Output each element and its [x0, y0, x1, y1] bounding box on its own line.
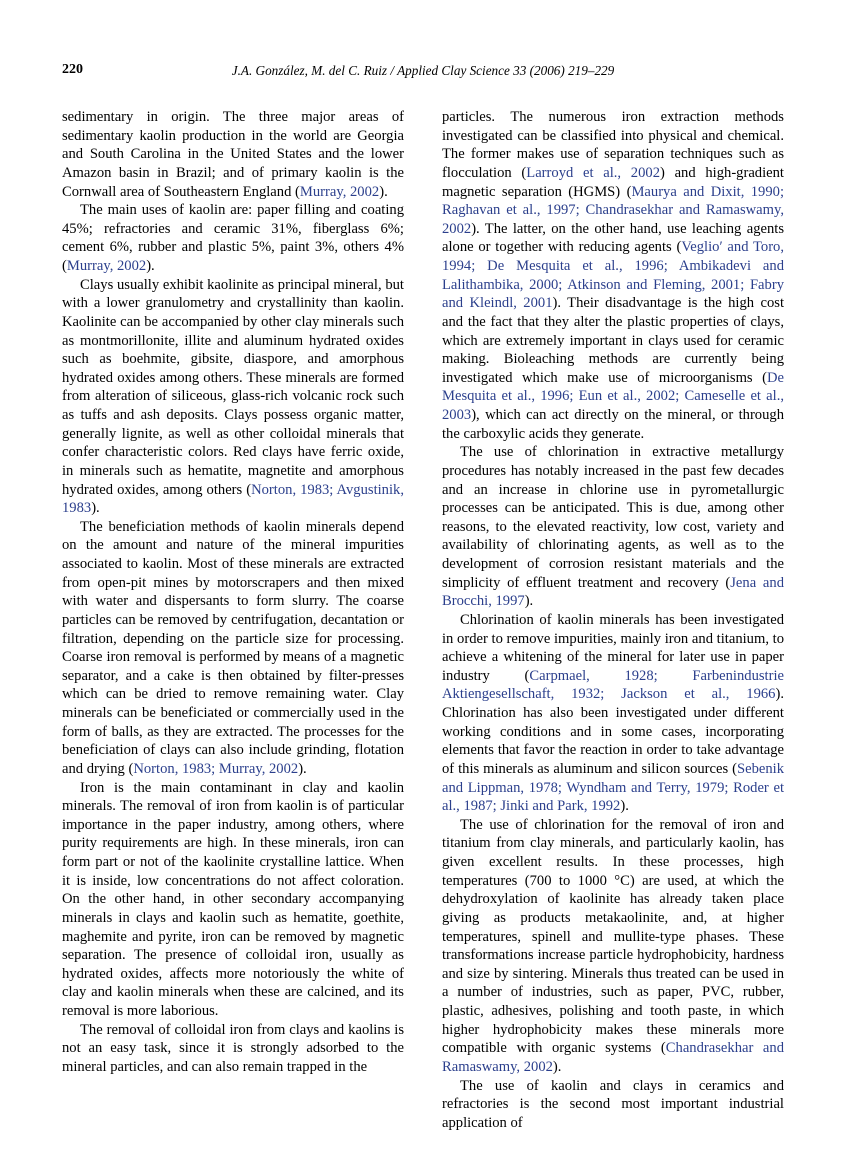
text-run: The removal of colloidal iron from clays and kaolins is not an easy task, since it is strongly adsorbed to the mineral particles, and can also remain trapped in the: [62, 1021, 404, 1075]
citation-link[interactable]: Sebenik and Lippman, 1978; Wyndham and Terry, 1979; Roder et al., 1987; Jinki and Park, 1992: [442, 760, 784, 815]
text-run: Chlorination of kaolin minerals has been investigated in order to remove impurities, mainly iron and titanium, to achieve a whitening of the mineral for later use in paper industry (: [442, 611, 784, 684]
citation-link[interactable]: Chandrasekhar and Ramaswamy, 2002: [442, 1040, 785, 1075]
body-columns: [62, 108, 785, 1131]
paragraph: [442, 1077, 784, 1133]
paragraph: [62, 276, 404, 518]
citation-link[interactable]: Maurya and Dixit, 1990; Raghavan et al., 1997; Chandrasekhar and Ramaswamy, 2002: [442, 183, 785, 237]
paragraph: [442, 443, 784, 611]
paragraph: [62, 779, 404, 1021]
text-run: The beneficiation methods of kaolin minerals depend on the amount and nature of the mineral impurities associated to kaolin. Most of these minerals are extracted from open-pit mines by motorscrapers and then mixed with water and dispersants to form slurry. The coarse particles can be removed by centrifugation, decantation or filtration, depending on the particle size for processing. Coarse iron removal is performed by means of a magnetic separator, and a cake is then obtained by filter-presses which can be dried to remove remaining water. Clay minerals can be beneficiated or commercially used in the form of balls, as they are extracted. The processes for the beneficiation of clays can also include grinding, flotation and drying (: [62, 518, 404, 777]
text-run: ). The latter, on the other hand, use leaching agents alone or together with reducing agents (: [442, 220, 784, 256]
citation-link[interactable]: Murray, 2002: [299, 183, 380, 200]
text-run: ) and high-gradient magnetic separation (HGMS) (: [442, 164, 784, 200]
text-run: ).: [552, 1058, 562, 1075]
citation-link[interactable]: Jena and Brocchi, 1997: [442, 574, 784, 610]
citation-link[interactable]: Norton, 1983; Avgustinik, 1983: [62, 481, 404, 517]
citation-link[interactable]: De Mesquita et al., 1996; Eun et al., 2002; Cameselle et al., 2003: [442, 369, 784, 423]
text-run: ).: [524, 593, 534, 610]
citation-link[interactable]: Larroyd et al., 2002: [526, 164, 660, 181]
text-run: The use of kaolin and clays in ceramics and refractories is the second most important industrial application of: [442, 1077, 784, 1131]
text-run: ).: [91, 500, 100, 517]
text-run: ).: [620, 798, 629, 815]
paragraph: [62, 108, 404, 201]
paragraph: [62, 201, 404, 276]
text-run: The main uses of kaolin are: paper filling and coating 45%; refractories and ceramic 31%, fiberglass 6%; cement 6%, rubber and plastic 5%, paint 3%, others 4% (: [62, 202, 404, 274]
citation-link[interactable]: Norton, 1983; Murray, 2002: [133, 760, 299, 777]
paragraph: [442, 611, 784, 816]
text-run: Clays usually exhibit kaolinite as principal mineral, but with a lower granulometry and crystallinity than kaolin. Kaolinite can be accompanied by other clay minerals such as montmorillonite, illite and aluminum hydrated oxides such as boehmite, gibsite, diaspore, and amorphous hydrated oxides among others. These minerals are formed from alteration of siliceous, glass-rich volcanic rock such as tuffs and ash deposits. Clays possess organic matter, generally lignite, as well as other colloidal minerals that confer characteristic colors. Red clays have ferric oxide, in minerals such as hematite, magnetite and amorphous hydrated oxides, among others (: [62, 276, 404, 498]
page-number: 220: [62, 62, 83, 77]
right-column: [442, 108, 785, 1131]
paragraph: [62, 1021, 404, 1077]
paragraph: [442, 816, 784, 1077]
text-run: ).: [298, 760, 307, 777]
text-run: The use of chlorination in extractive metallurgy procedures has notably increased in the past few decades and an increase in chlorine use in pyrometallurgic processes can be anticipated. This is due, among other reasons, to the elevated reactivity, low cost, variety and availability of chlorinating agents, as well as to the development of corrosion resistant materials and the simplicity of effluent treatment and recovery (: [442, 444, 784, 591]
text-run: ), which can act directly on the mineral, or through the carboxylic acids they generate.: [442, 407, 784, 442]
text-run: The use of chlorination for the removal of iron and titanium from clay minerals, and particularly kaolin, has given excellent results. In these processes, high temperatures (700 to 1000 °C) are used, at which the dehydroxylation of kaolinite has already taken place giving as products metakaolinite, and, at higher temperatures, spinell and mullite-type phases. These transformations increase particle hydrophobicity, hardness and size by sintering. Minerals thus treated can be used in a number of industries, such as paper, PVC, rubber, plastic, adhesives, polishing and tooth paste, in which higher hydrophobicity makes these minerals more compatible with organic systems (: [442, 816, 784, 1057]
running-head: J.A. González, M. del C. Ruiz / Applied Clay Science 33 (2006) 219–229: [231, 63, 615, 78]
text-run: ). Chlorination has also been investigated under different working conditions and in some cases, incorporating elements that favor the reaction in order to take advantage of this minerals as aluminum and silicon sources (: [442, 686, 784, 777]
text-run: ).: [379, 183, 388, 200]
citation-link[interactable]: Carpmael, 1928; Farbenindustrie Aktiengesellschaft, 1932; Jackson et al., 1966: [442, 667, 784, 703]
citation-link[interactable]: Veglio′ and Toro, 1994; De Mesquita et al., 1996; Ambikadevi and Lalithambika, 2000; Atkinson and Fleming, 2001; Fabry and Kleindl, 2001: [442, 239, 785, 312]
paragraph: [442, 108, 784, 443]
left-column: [62, 108, 404, 1098]
page-header: [62, 62, 784, 82]
text-run: ). Their disadvantage is the high cost and the fact that they alter the plastic properties of clays, which are extremely important in clays used for ceramic making. Bioleaching methods are currently being investigated which make use of microorganisms (: [442, 295, 784, 386]
citation-link[interactable]: Murray, 2002: [66, 258, 147, 274]
text-run: ).: [146, 258, 155, 274]
text-run: Iron is the main contaminant in clay and kaolin minerals. The removal of iron from kaolin is of particular importance in the paper industry, among others, where purity requirements are high. In these minerals, iron can form part or not of the kaolinite crystalline lattice. When it is inside, low concentrations do not affect coloration. On the other hand, in other secondary accompanying minerals in clays and kaolin such as hematite, goethite, maghemite and pyrite, iron can be removed by magnetic separation. The presence of colloidal iron, usually as hydrated oxides, affects more notoriously the white of clay and kaolin minerals when these are calcined, and its removal is more laborious.: [62, 779, 404, 1019]
text-run: sedimentary in origin. The three major areas of sedimentary kaolin production in the world are Georgia and South Carolina in the United States and the lower Amazon basin in Brazil; and of primary kaolin is the Cornwall area of Southeastern England (: [62, 109, 404, 200]
text-run: particles. The numerous iron extraction methods investigated can be classified into physical and chemical. The former makes use of separation techniques such as flocculation (: [442, 109, 784, 181]
paragraph: [62, 518, 404, 779]
